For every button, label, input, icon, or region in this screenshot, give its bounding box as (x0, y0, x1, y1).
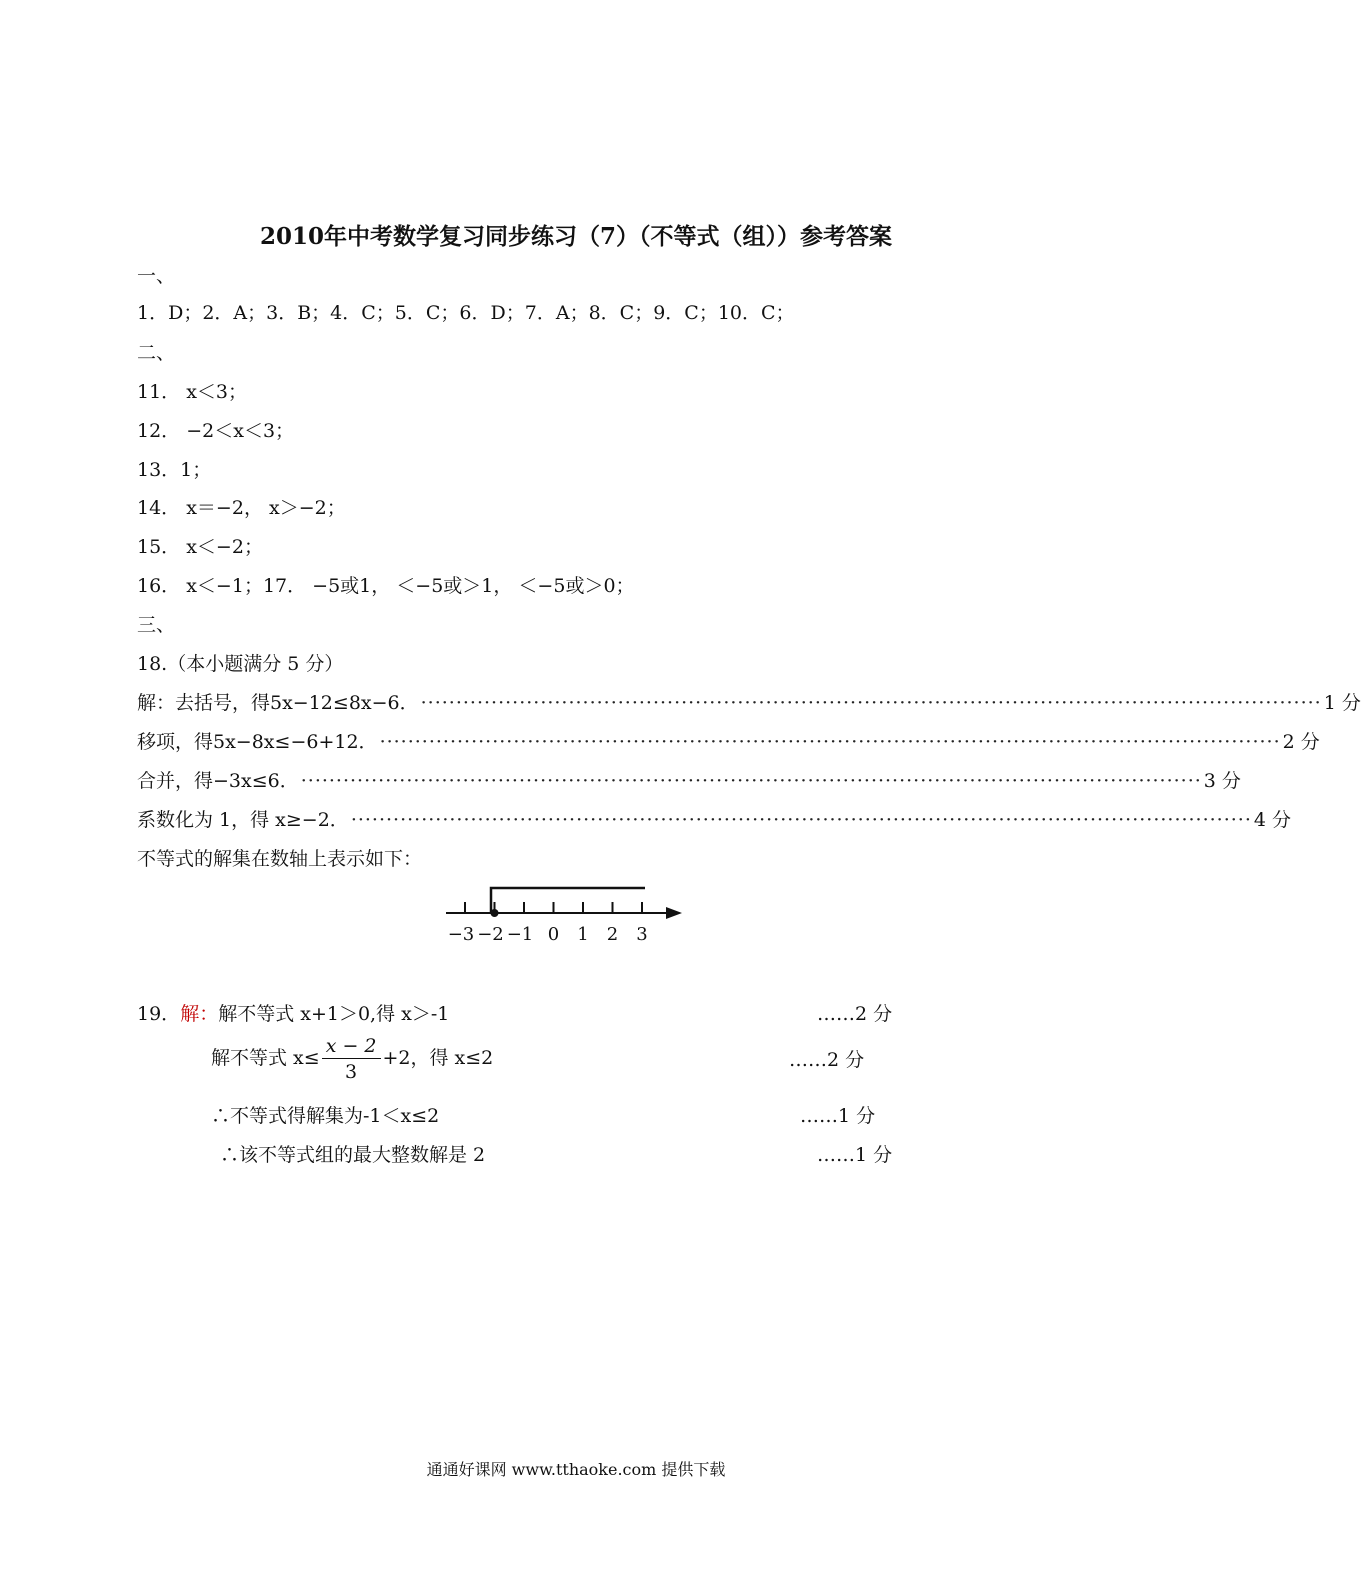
q19-points-3: ……1 分 (800, 1105, 876, 1127)
q19-step-suffix: +2，得 x≤2 (382, 1047, 494, 1069)
q19-step-text: 解不等式 x+1＞0,得 x＞-1 (218, 1003, 450, 1025)
q18-step-3 (137, 768, 1241, 794)
section-three-heading: 三、 (137, 614, 176, 636)
answer-15: 15． x＜−2； (137, 536, 263, 558)
tick-label: 2 (606, 924, 619, 945)
q19-points-4: ……1 分 (817, 1144, 893, 1166)
fraction-denominator: 3 (345, 1060, 358, 1083)
q18-header: 18.（本小题满分 5 分） (137, 653, 344, 675)
tick-label: −3 (447, 924, 475, 945)
page-title: 2010年中考数学复习同步练习（7）（不等式（组））参考答案 (259, 223, 893, 250)
section-two-heading: 二、 (137, 342, 176, 364)
fraction (322, 1034, 381, 1085)
solution-bracket (491, 888, 645, 913)
footer-credit: 通通好课网 www.tthaoke.com 提供下载 (426, 1460, 726, 1479)
q19-solve-word: 解： (180, 1003, 219, 1025)
q18-step-4 (137, 807, 1292, 833)
step-text: 系数化为 1，得 x≥−2． (137, 809, 349, 831)
q19-line-3: ∴不等式得解集为-1＜x≤2 (211, 1105, 440, 1127)
leader-dots: ································································································································ (350, 809, 1252, 831)
q19-line-4: ∴该不等式组的最大整数解是 2 (220, 1144, 486, 1166)
answer-11: 11． x＜3； (137, 381, 248, 403)
tick-label: −2 (477, 924, 504, 945)
solid-point (491, 909, 499, 917)
q19-label: 19． (137, 1003, 181, 1025)
number-line-figure (440, 878, 690, 950)
numberline-caption: 不等式的解集在数轴上表示如下： (137, 848, 423, 870)
leader-dots: ································································································································ (379, 731, 1281, 753)
answer-16-17: 16． x＜−1；17． −5或1， ＜−5或＞1， ＜−5或＞0； (137, 575, 635, 597)
step-points: 4 分 (1253, 809, 1292, 831)
answer-12: 12． −2＜x＜3； (137, 420, 295, 442)
q19-points-1: ……2 分 (817, 1003, 893, 1025)
section-one-heading: 一、 (137, 265, 176, 287)
tick-label: −1 (506, 924, 534, 945)
q19-points-2: ……2 分 (789, 1049, 865, 1071)
q19-step-prefix: 解不等式 x≤ (211, 1047, 320, 1069)
step-points: 1 分 (1323, 692, 1361, 714)
leader-dots: ································································································································ (300, 770, 1202, 792)
tick-label: 0 (547, 924, 560, 945)
answer-13: 13．1； (137, 459, 212, 481)
leader-dots: ································································································································ (420, 692, 1322, 714)
axis-arrow-icon (666, 907, 682, 919)
tick-label: 1 (577, 924, 589, 945)
q19-line-1 (137, 1001, 449, 1027)
step-points: 2 分 (1282, 731, 1320, 753)
step-text: 解：去括号，得5x−12≤8x−6． (137, 692, 419, 714)
choice-answers: 1．D；2．A；3．B；4．C；5．C；6．D；7．A；8．C；9．C；10．C； (137, 302, 795, 324)
q19-line-2 (211, 1032, 493, 1085)
step-points: 3 分 (1203, 770, 1241, 792)
q18-step-1 (137, 690, 1361, 716)
answer-14: 14． x＝−2， x＞−2； (137, 497, 346, 519)
q18-step-2 (137, 729, 1320, 755)
tick-label: 3 (636, 924, 648, 945)
fraction-numerator: x − 2 (322, 1034, 381, 1059)
step-text: 移项，得5x−8x≤−6+12． (137, 731, 378, 753)
step-text: 合并，得−3x≤6． (137, 770, 299, 792)
